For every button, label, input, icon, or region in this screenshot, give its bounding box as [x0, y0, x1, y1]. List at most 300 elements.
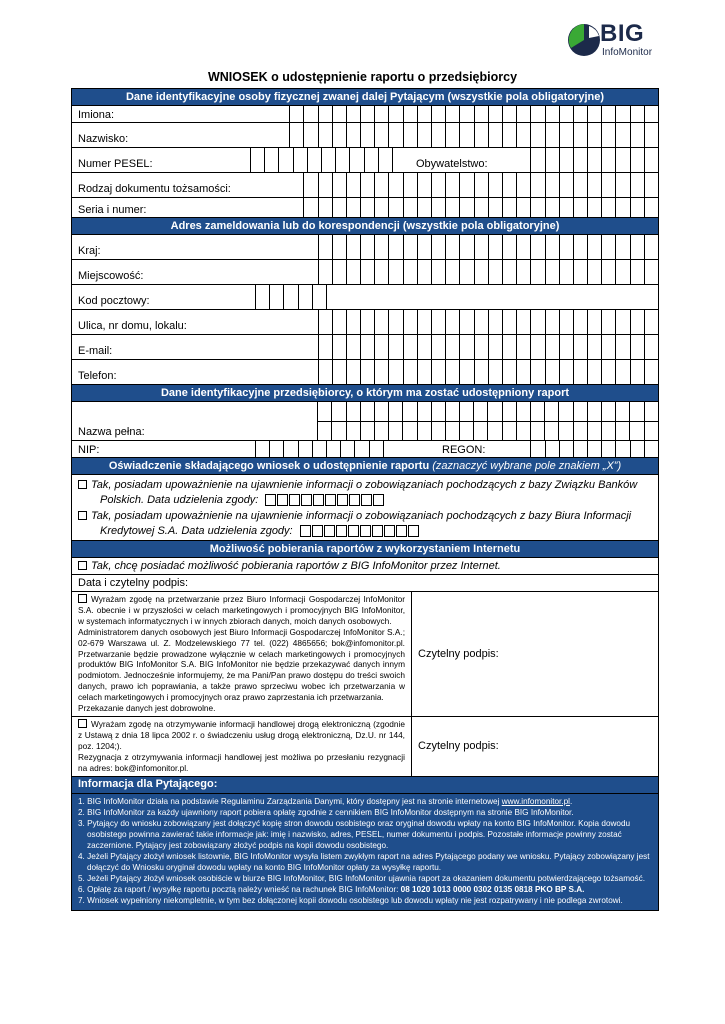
- char-cell[interactable]: [558, 422, 572, 441]
- char-cell[interactable]: [332, 360, 346, 384]
- char-cell[interactable]: [644, 310, 658, 334]
- char-cell[interactable]: [573, 360, 587, 384]
- char-cell[interactable]: [545, 123, 559, 147]
- miejscowosc-row[interactable]: [72, 260, 658, 285]
- char-cell[interactable]: [459, 198, 473, 217]
- char-cell[interactable]: [545, 310, 559, 334]
- char-cell[interactable]: [417, 335, 431, 359]
- char-cell[interactable]: [530, 441, 544, 457]
- char-cell[interactable]: [474, 260, 488, 284]
- char-cell[interactable]: [459, 310, 473, 334]
- char-cell[interactable]: [530, 123, 544, 147]
- char-cell[interactable]: [530, 402, 544, 421]
- nip-cells[interactable]: [255, 441, 397, 457]
- char-cell[interactable]: [474, 335, 488, 359]
- char-cell[interactable]: [488, 198, 502, 217]
- char-cell[interactable]: [630, 148, 644, 172]
- char-cell[interactable]: [516, 335, 530, 359]
- char-cell[interactable]: [445, 235, 459, 259]
- char-cell[interactable]: [559, 235, 573, 259]
- char-cell[interactable]: [488, 123, 502, 147]
- char-cell[interactable]: [298, 441, 312, 457]
- char-cell[interactable]: [360, 260, 374, 284]
- char-cell[interactable]: [417, 123, 431, 147]
- char-cell[interactable]: [488, 235, 502, 259]
- char-cell[interactable]: [250, 148, 264, 172]
- char-cell[interactable]: [321, 148, 335, 172]
- char-cell[interactable]: [545, 260, 559, 284]
- char-cell[interactable]: [360, 422, 374, 441]
- char-cell[interactable]: [587, 148, 601, 172]
- char-cell[interactable]: [326, 441, 340, 457]
- char-cell[interactable]: [516, 360, 530, 384]
- char-cell[interactable]: [487, 402, 501, 421]
- char-cell[interactable]: [559, 173, 573, 197]
- char-cell[interactable]: [545, 148, 559, 172]
- date-boxes-zbp[interactable]: [265, 494, 385, 506]
- char-cell[interactable]: [459, 260, 473, 284]
- rodzaj-cells[interactable]: [303, 173, 658, 197]
- char-cell[interactable]: [488, 310, 502, 334]
- char-cell[interactable]: [417, 106, 431, 122]
- char-cell[interactable]: [530, 173, 544, 197]
- char-cell[interactable]: [431, 173, 445, 197]
- char-cell[interactable]: [644, 198, 658, 217]
- char-cell[interactable]: [502, 360, 516, 384]
- char-cell[interactable]: [644, 173, 658, 197]
- char-cell[interactable]: [264, 148, 278, 172]
- char-cell[interactable]: [312, 285, 326, 309]
- pesel-cells[interactable]: [250, 148, 406, 172]
- char-cell[interactable]: [403, 173, 417, 197]
- kraj-cells[interactable]: [318, 235, 659, 259]
- char-cell[interactable]: [630, 198, 644, 217]
- char-cell[interactable]: [318, 235, 332, 259]
- char-cell[interactable]: [431, 422, 445, 441]
- char-cell[interactable]: [360, 235, 374, 259]
- char-cell[interactable]: [332, 310, 346, 334]
- char-cell[interactable]: [326, 285, 340, 309]
- char-cell[interactable]: [374, 422, 388, 441]
- char-cell[interactable]: [293, 148, 307, 172]
- char-cell[interactable]: [388, 422, 402, 441]
- char-cell[interactable]: [283, 441, 297, 457]
- char-cell[interactable]: [502, 310, 516, 334]
- nazwa-cells[interactable]: [317, 402, 658, 440]
- char-cell[interactable]: [317, 422, 331, 441]
- char-cell[interactable]: [644, 260, 658, 284]
- char-cell[interactable]: [615, 173, 629, 197]
- char-cell[interactable]: [530, 360, 544, 384]
- char-cell[interactable]: [445, 310, 459, 334]
- char-cell[interactable]: [545, 235, 559, 259]
- char-cell[interactable]: [445, 335, 459, 359]
- char-cell[interactable]: [474, 235, 488, 259]
- char-cell[interactable]: [374, 198, 388, 217]
- char-cell[interactable]: [601, 173, 615, 197]
- nazwisko-cells[interactable]: [289, 123, 658, 147]
- char-cell[interactable]: [516, 402, 530, 421]
- char-cell[interactable]: [403, 310, 417, 334]
- char-cell[interactable]: [374, 260, 388, 284]
- char-cell[interactable]: [630, 106, 644, 122]
- char-cell[interactable]: [332, 335, 346, 359]
- char-cell[interactable]: [303, 173, 317, 197]
- char-cell[interactable]: [346, 173, 360, 197]
- char-cell[interactable]: [601, 441, 615, 457]
- email-cells[interactable]: [318, 335, 659, 359]
- char-cell[interactable]: [601, 310, 615, 334]
- char-cell[interactable]: [587, 335, 601, 359]
- char-cell[interactable]: [360, 123, 374, 147]
- char-cell[interactable]: [445, 422, 459, 441]
- char-cell[interactable]: [530, 422, 544, 441]
- char-cell[interactable]: [445, 260, 459, 284]
- char-cell[interactable]: [318, 310, 332, 334]
- char-cell[interactable]: [346, 260, 360, 284]
- char-cell[interactable]: [388, 402, 402, 421]
- char-cell[interactable]: [473, 422, 487, 441]
- checkbox-email[interactable]: [78, 719, 87, 728]
- char-cell[interactable]: [388, 198, 402, 217]
- char-cell[interactable]: [587, 441, 601, 457]
- char-cell[interactable]: [303, 106, 317, 122]
- char-cell[interactable]: [318, 360, 332, 384]
- miejscowosc-cells[interactable]: [318, 260, 659, 284]
- char-cell[interactable]: [516, 422, 530, 441]
- char-cell[interactable]: [255, 285, 269, 309]
- char-cell[interactable]: [298, 285, 312, 309]
- char-cell[interactable]: [544, 422, 558, 441]
- email-row[interactable]: [72, 335, 658, 360]
- char-cell[interactable]: [346, 335, 360, 359]
- char-cell[interactable]: [644, 335, 658, 359]
- char-cell[interactable]: [388, 310, 402, 334]
- char-cell[interactable]: [388, 360, 402, 384]
- char-cell[interactable]: [346, 106, 360, 122]
- char-cell[interactable]: [587, 198, 601, 217]
- char-cell[interactable]: [445, 402, 459, 421]
- char-cell[interactable]: [615, 441, 629, 457]
- char-cell[interactable]: [318, 123, 332, 147]
- char-cell[interactable]: [431, 106, 445, 122]
- char-cell[interactable]: [332, 123, 346, 147]
- char-cell[interactable]: [364, 148, 378, 172]
- char-cell[interactable]: [530, 260, 544, 284]
- char-cell[interactable]: [502, 335, 516, 359]
- char-cell[interactable]: [431, 360, 445, 384]
- signature-field-2[interactable]: [412, 717, 658, 776]
- char-cell[interactable]: [516, 198, 530, 217]
- char-cell[interactable]: [545, 360, 559, 384]
- char-cell[interactable]: [573, 441, 587, 457]
- char-cell[interactable]: [360, 106, 374, 122]
- char-cell[interactable]: [340, 441, 354, 457]
- char-cell[interactable]: [354, 441, 368, 457]
- char-cell[interactable]: [615, 198, 629, 217]
- kraj-row[interactable]: [72, 235, 658, 260]
- char-cell[interactable]: [615, 123, 629, 147]
- char-cell[interactable]: [559, 198, 573, 217]
- char-cell[interactable]: [474, 360, 488, 384]
- char-cell[interactable]: [360, 360, 374, 384]
- data-podpis-row[interactable]: [72, 575, 658, 592]
- char-cell[interactable]: [587, 402, 601, 421]
- char-cell[interactable]: [388, 106, 402, 122]
- char-cell[interactable]: [459, 422, 473, 441]
- char-cell[interactable]: [474, 310, 488, 334]
- char-cell[interactable]: [445, 173, 459, 197]
- char-cell[interactable]: [289, 106, 303, 122]
- char-cell[interactable]: [417, 360, 431, 384]
- char-cell[interactable]: [346, 123, 360, 147]
- char-cell[interactable]: [573, 402, 587, 421]
- nazwisko-row[interactable]: [72, 123, 658, 148]
- char-cell[interactable]: [630, 235, 644, 259]
- char-cell[interactable]: [474, 173, 488, 197]
- char-cell[interactable]: [388, 123, 402, 147]
- char-cell[interactable]: [615, 106, 629, 122]
- char-cell[interactable]: [615, 148, 629, 172]
- char-cell[interactable]: [601, 260, 615, 284]
- char-cell[interactable]: [417, 173, 431, 197]
- char-cell[interactable]: [317, 402, 331, 421]
- char-cell[interactable]: [573, 198, 587, 217]
- char-cell[interactable]: [431, 123, 445, 147]
- kod-cells[interactable]: [255, 285, 340, 309]
- char-cell[interactable]: [502, 123, 516, 147]
- char-cell[interactable]: [502, 402, 516, 421]
- imiona-cells[interactable]: [289, 106, 658, 122]
- char-cell[interactable]: [630, 123, 644, 147]
- char-cell[interactable]: [615, 360, 629, 384]
- char-cell[interactable]: [573, 422, 587, 441]
- char-cell[interactable]: [269, 441, 283, 457]
- char-cell[interactable]: [545, 198, 559, 217]
- char-cell[interactable]: [587, 422, 601, 441]
- char-cell[interactable]: [374, 310, 388, 334]
- char-cell[interactable]: [445, 198, 459, 217]
- char-cell[interactable]: [630, 173, 644, 197]
- char-cell[interactable]: [516, 235, 530, 259]
- char-cell[interactable]: [403, 198, 417, 217]
- char-cell[interactable]: [459, 173, 473, 197]
- char-cell[interactable]: [644, 422, 658, 441]
- char-cell[interactable]: [332, 260, 346, 284]
- char-cell[interactable]: [615, 402, 629, 421]
- ulica-cells[interactable]: [318, 310, 659, 334]
- char-cell[interactable]: [335, 148, 349, 172]
- char-cell[interactable]: [644, 148, 658, 172]
- char-cell[interactable]: [601, 198, 615, 217]
- char-cell[interactable]: [559, 106, 573, 122]
- char-cell[interactable]: [559, 441, 573, 457]
- char-cell[interactable]: [615, 260, 629, 284]
- char-cell[interactable]: [303, 198, 317, 217]
- char-cell[interactable]: [502, 173, 516, 197]
- char-cell[interactable]: [502, 235, 516, 259]
- char-cell[interactable]: [374, 335, 388, 359]
- char-cell[interactable]: [587, 260, 601, 284]
- char-cell[interactable]: [303, 123, 317, 147]
- char-cell[interactable]: [615, 235, 629, 259]
- char-cell[interactable]: [403, 106, 417, 122]
- char-cell[interactable]: [502, 422, 516, 441]
- char-cell[interactable]: [630, 260, 644, 284]
- char-cell[interactable]: [402, 422, 416, 441]
- char-cell[interactable]: [587, 310, 601, 334]
- char-cell[interactable]: [502, 198, 516, 217]
- char-cell[interactable]: [587, 360, 601, 384]
- char-cell[interactable]: [374, 123, 388, 147]
- char-cell[interactable]: [559, 260, 573, 284]
- char-cell[interactable]: [530, 335, 544, 359]
- char-cell[interactable]: [431, 335, 445, 359]
- char-cell[interactable]: [629, 422, 643, 441]
- char-cell[interactable]: [431, 235, 445, 259]
- char-cell[interactable]: [307, 148, 321, 172]
- char-cell[interactable]: [474, 123, 488, 147]
- char-cell[interactable]: [459, 235, 473, 259]
- checkbox-internet[interactable]: [78, 561, 87, 570]
- char-cell[interactable]: [587, 235, 601, 259]
- char-cell[interactable]: [487, 422, 501, 441]
- char-cell[interactable]: [545, 173, 559, 197]
- char-cell[interactable]: [559, 123, 573, 147]
- nip-row[interactable]: [72, 441, 658, 458]
- char-cell[interactable]: [459, 335, 473, 359]
- char-cell[interactable]: [403, 260, 417, 284]
- char-cell[interactable]: [644, 441, 658, 457]
- char-cell[interactable]: [516, 173, 530, 197]
- char-cell[interactable]: [445, 360, 459, 384]
- char-cell[interactable]: [573, 335, 587, 359]
- char-cell[interactable]: [332, 173, 346, 197]
- char-cell[interactable]: [615, 310, 629, 334]
- char-cell[interactable]: [545, 106, 559, 122]
- char-cell[interactable]: [360, 173, 374, 197]
- char-cell[interactable]: [255, 441, 269, 457]
- char-cell[interactable]: [431, 310, 445, 334]
- ulica-row[interactable]: [72, 310, 658, 335]
- obywatelstwo-cells[interactable]: [530, 148, 658, 172]
- char-cell[interactable]: [403, 335, 417, 359]
- char-cell[interactable]: [318, 173, 332, 197]
- char-cell[interactable]: [392, 148, 406, 172]
- char-cell[interactable]: [459, 402, 473, 421]
- char-cell[interactable]: [349, 148, 363, 172]
- char-cell[interactable]: [417, 422, 431, 441]
- char-cell[interactable]: [516, 106, 530, 122]
- char-cell[interactable]: [644, 123, 658, 147]
- char-cell[interactable]: [346, 235, 360, 259]
- char-cell[interactable]: [388, 235, 402, 259]
- char-cell[interactable]: [374, 360, 388, 384]
- checkbox-marketing[interactable]: [78, 594, 87, 603]
- char-cell[interactable]: [445, 123, 459, 147]
- char-cell[interactable]: [544, 402, 558, 421]
- char-cell[interactable]: [573, 173, 587, 197]
- char-cell[interactable]: [346, 310, 360, 334]
- char-cell[interactable]: [474, 106, 488, 122]
- char-cell[interactable]: [559, 148, 573, 172]
- char-cell[interactable]: [331, 422, 345, 441]
- char-cell[interactable]: [516, 310, 530, 334]
- char-cell[interactable]: [630, 335, 644, 359]
- char-cell[interactable]: [530, 235, 544, 259]
- char-cell[interactable]: [587, 106, 601, 122]
- char-cell[interactable]: [374, 402, 388, 421]
- char-cell[interactable]: [474, 198, 488, 217]
- char-cell[interactable]: [332, 235, 346, 259]
- char-cell[interactable]: [488, 360, 502, 384]
- char-cell[interactable]: [502, 106, 516, 122]
- char-cell[interactable]: [360, 310, 374, 334]
- char-cell[interactable]: [360, 402, 374, 421]
- nazwa-row[interactable]: [72, 402, 658, 441]
- char-cell[interactable]: [573, 106, 587, 122]
- imiona-row[interactable]: [72, 106, 658, 123]
- char-cell[interactable]: [488, 106, 502, 122]
- char-cell[interactable]: [530, 148, 544, 172]
- char-cell[interactable]: [587, 173, 601, 197]
- char-cell[interactable]: [459, 360, 473, 384]
- seria-cells[interactable]: [303, 198, 658, 217]
- char-cell[interactable]: [445, 106, 459, 122]
- char-cell[interactable]: [318, 106, 332, 122]
- regon-cells[interactable]: [530, 441, 658, 457]
- char-cell[interactable]: [516, 260, 530, 284]
- checkbox-zbp[interactable]: [78, 480, 87, 489]
- char-cell[interactable]: [601, 360, 615, 384]
- char-cell[interactable]: [374, 173, 388, 197]
- char-cell[interactable]: [530, 198, 544, 217]
- char-cell[interactable]: [516, 123, 530, 147]
- char-cell[interactable]: [346, 422, 360, 441]
- char-cell[interactable]: [318, 335, 332, 359]
- char-cell[interactable]: [369, 441, 383, 457]
- char-cell[interactable]: [402, 402, 416, 421]
- char-cell[interactable]: [502, 260, 516, 284]
- char-cell[interactable]: [488, 335, 502, 359]
- char-cell[interactable]: [346, 360, 360, 384]
- char-cell[interactable]: [573, 310, 587, 334]
- date-boxes-bik[interactable]: [300, 525, 420, 537]
- char-cell[interactable]: [417, 198, 431, 217]
- char-cell[interactable]: [644, 106, 658, 122]
- char-cell[interactable]: [360, 335, 374, 359]
- char-cell[interactable]: [488, 260, 502, 284]
- char-cell[interactable]: [545, 335, 559, 359]
- char-cell[interactable]: [346, 402, 360, 421]
- char-cell[interactable]: [601, 235, 615, 259]
- char-cell[interactable]: [417, 310, 431, 334]
- char-cell[interactable]: [283, 285, 297, 309]
- char-cell[interactable]: [644, 235, 658, 259]
- char-cell[interactable]: [318, 198, 332, 217]
- char-cell[interactable]: [630, 441, 644, 457]
- char-cell[interactable]: [530, 106, 544, 122]
- char-cell[interactable]: [332, 198, 346, 217]
- char-cell[interactable]: [374, 235, 388, 259]
- char-cell[interactable]: [360, 198, 374, 217]
- char-cell[interactable]: [278, 148, 292, 172]
- char-cell[interactable]: [331, 402, 345, 421]
- char-cell[interactable]: [601, 422, 615, 441]
- char-cell[interactable]: [630, 310, 644, 334]
- char-cell[interactable]: [318, 260, 332, 284]
- char-cell[interactable]: [601, 148, 615, 172]
